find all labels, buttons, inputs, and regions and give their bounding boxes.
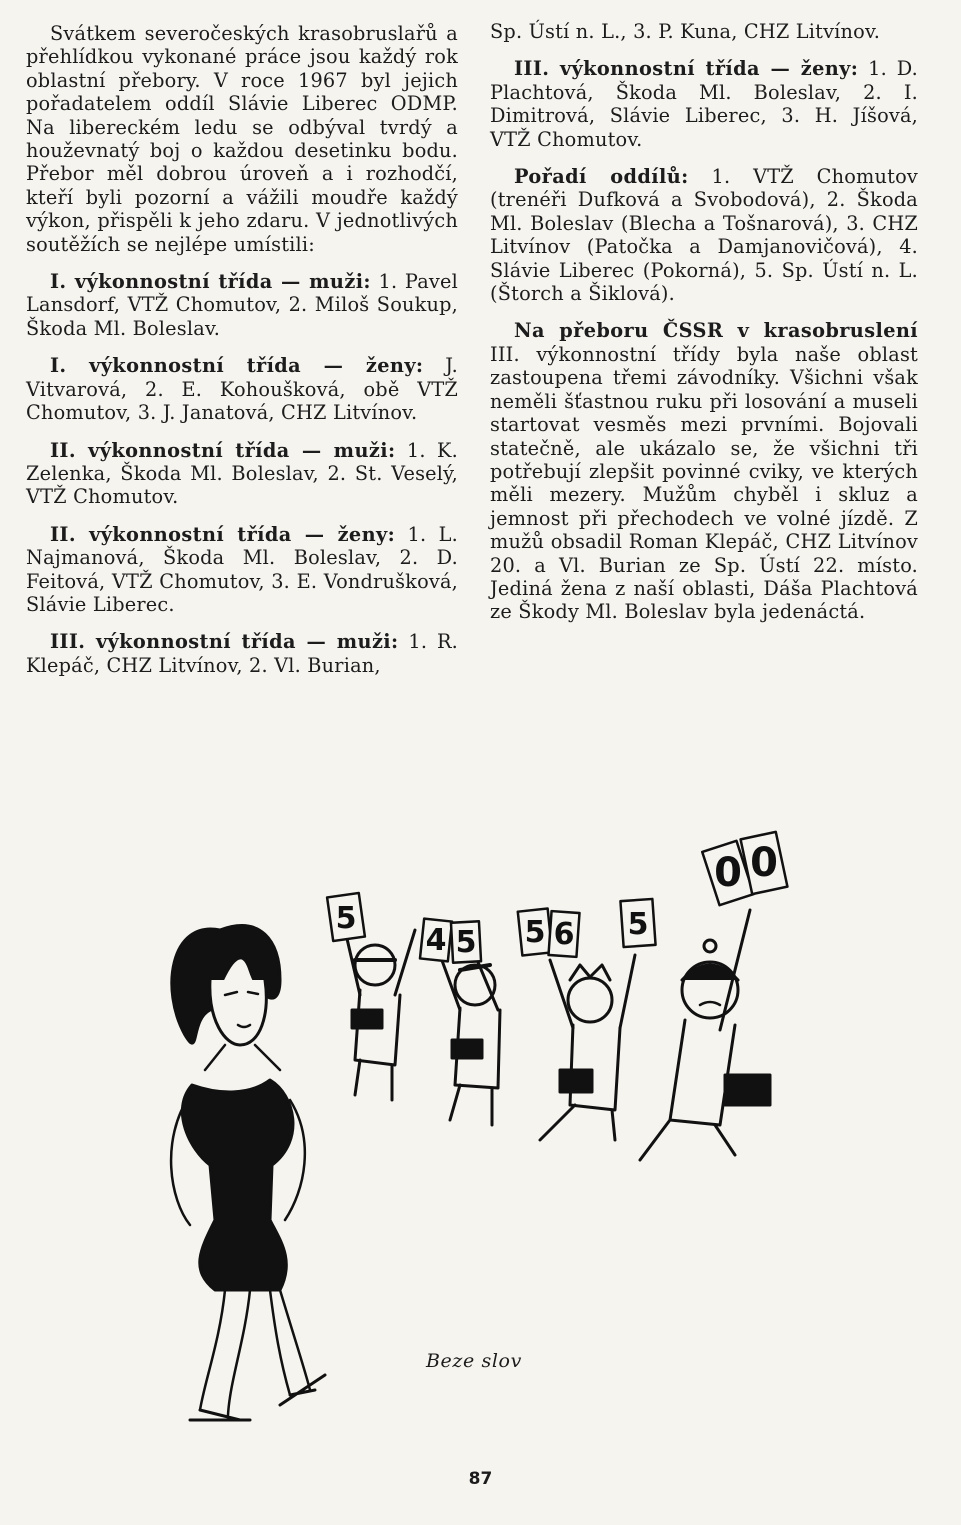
right-column	[490, 20, 918, 624]
club-ranking	[490, 165, 918, 305]
result-women-class-2	[26, 523, 458, 617]
section-text: III. výkonnostní třídy byla naše oblast zastoupena třemi závodníky. Všichni však neměli šťastnou ruku při losování a museli startovat vesměs mezi prvními. Bojovali statečně, ale ukázalo se, že všichni tři potřebují zlepšit povinné cviky, ve kterých měli mezery. Mužům chyběl i skluz a jemnost při přechodech ve volné jízdě. Z mužů obsadil Roman Klepáč, CHZ Litvínov 20. a Vl. Burian ze Sp. Ústí 22. místo. Jediná žena z naší oblasti, Dáša Plachtová ze Škody Ml. Boleslav byla jedenáctá.	[490, 342, 918, 624]
section-text: 1. L. Najmanová, Škoda Ml. Boleslav, 2. D. Feitová, VTŽ Chomutov, 3. E. Vondrušková, Slávie Liberec.	[26, 522, 458, 616]
national-championship	[490, 319, 918, 623]
score-card-value: 0	[750, 840, 778, 886]
section-label: III. výkonnostní třída — ženy:	[514, 57, 859, 81]
score-card-value: 6	[553, 917, 575, 952]
section-text: 1. D. Plachtová, Škoda Ml. Boleslav, 2. I. Dimitrová, Slávie Liberec, 3. H. Jíšová, VTŽ Chomutov.	[490, 57, 918, 151]
score-card-value: 5	[455, 925, 477, 960]
section-label: Pořadí oddílů:	[514, 165, 689, 189]
result-women-class-1	[26, 354, 458, 424]
result-women-class-3	[490, 57, 918, 151]
section-text: 1. K. Zelenka, Škoda Ml. Boleslav, 2. St. Veselý, VTŽ Chomutov.	[26, 438, 458, 509]
result-men-class-3-continued: Sp. Ústí n. L., 3. P. Kuna, CHZ Litvínov.	[490, 20, 881, 43]
section-text: J. Vitvarová, 2. E. Kohoušková, obě VTŽ Chomutov, 3. J. Janatová, CHZ Litvínov.	[26, 354, 458, 425]
result-men-class-3	[26, 630, 458, 677]
judge-figure	[540, 955, 635, 1140]
score-card-value: 5	[524, 915, 546, 950]
left-column	[26, 22, 458, 677]
section-label: II. výkonnostní třída — ženy:	[50, 522, 396, 546]
section-label: Na přeboru ČSSR v krasobruslení	[514, 319, 918, 343]
score-card-value: 5	[627, 907, 649, 942]
judge-figure	[640, 910, 770, 1160]
section-text: 1. VTŽ Chomutov (trenéři Dufková a Svobodová), 2. Škoda Ml. Boleslav (Blecha a Tošnarová), 3. CHZ Litvínov (Patočka a Damjanovičová), 4. Slávie Liberec (Pokorná), 5. Sp. Ústí n. L. (Štorch a Šiklová).	[490, 165, 918, 306]
judge-figure	[345, 930, 415, 1100]
section-label: III. výkonnostní třída — muži:	[50, 630, 399, 654]
result-men-class-2	[26, 439, 458, 509]
page-number: 87	[468, 1469, 493, 1489]
section-text: 1. Pavel Lansdorf, VTŽ Chomutov, 2. Miloš Soukup, Škoda Ml. Boleslav.	[26, 270, 458, 340]
score-card-value: 0	[714, 850, 742, 896]
section-label: II. výkonnostní třída — muži:	[50, 438, 396, 462]
result-men-class-1	[26, 270, 458, 340]
cartoon-caption: Beze slov	[426, 1350, 522, 1372]
section-label: I. výkonnostní třída — muži:	[50, 270, 371, 294]
skater-figure	[171, 926, 325, 1420]
judge-figure	[440, 955, 500, 1125]
score-card-value: 4	[425, 923, 447, 958]
score-card-value: 5	[335, 901, 357, 936]
section-label: I. výkonnostní třída — ženy:	[50, 354, 424, 378]
intro-paragraph: Svátkem severočeských krasobruslařů a přehlídkou vykonané práce jsou každý rok oblastní přebory. V roce 1967 byl jejich pořadatelem oddíl Slávie Liberec ODMP. Na libereckém ledu se odbýval tvrdý a houževnatý boj o každou desetinku bodu. Přebor měl dobrou úroveň a i rozhodčí, kteří byli pozorní a vážili moudře každý výkon, přispěli k jeho zdaru. V jednotlivých soutěžích se nejlépe umístili:	[26, 22, 458, 256]
section-text: 1. R. Klepáč, CHZ Litvínov, 2. Vl. Burian,	[26, 630, 458, 677]
